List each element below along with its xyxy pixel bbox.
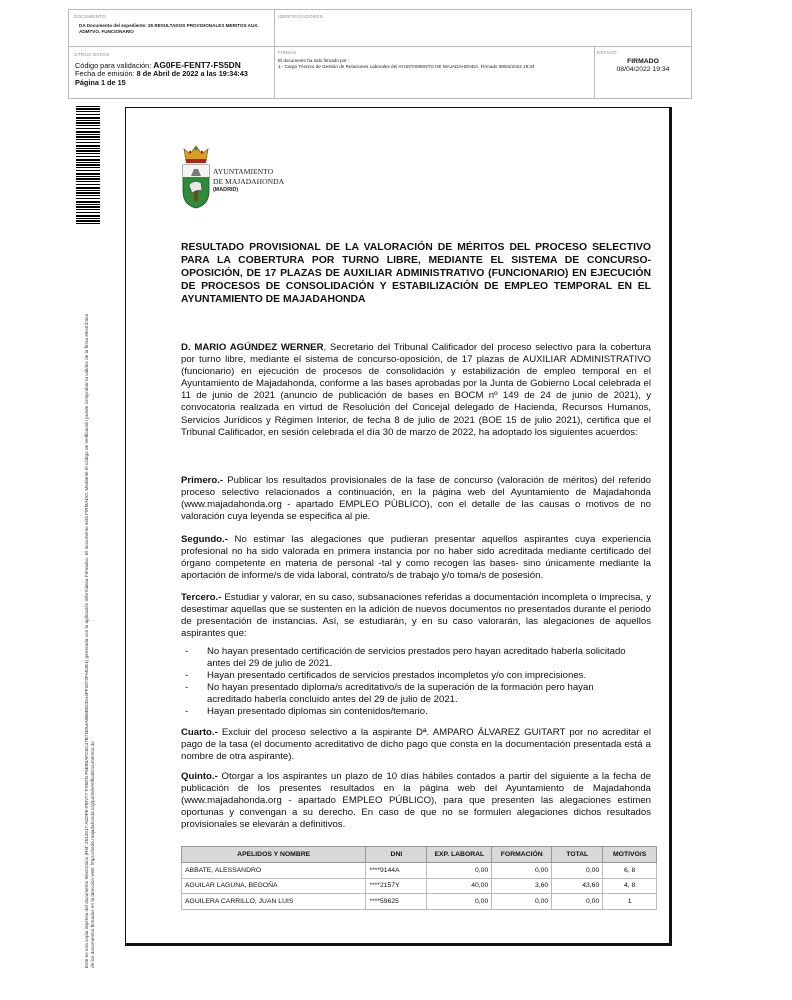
column-header: DNI [366,847,427,863]
table-cell: 0,00 [492,863,552,879]
header-divider-vertical [594,46,595,98]
signature-status [597,58,689,74]
list-item: - No hayan presentado diploma/s acreditativo/s de la superación de la formación pero hayan acreditado haberla concluido antes del 29 de julio de 2021. [181,682,651,706]
primero-text: Publicar los resultados provisionales de la fase de concurso (valoración de méritos) del referido proceso selectivo relacionados a continuación, en la página web del Ayuntamiento de Majadahonda (www.majadahonda.org - apartado EMPLEO PÚBLICO), con el detalle de las causas o motivos de no valoración cuya leyenda se especifica al pie. [181,475,651,523]
column-header: EXP. LABORAL [427,847,492,863]
table-cell: 4, 8 [603,878,657,894]
verification-side-text: Este es una copia impresa del documento electrónico (Ref: 2513017 AG0FE-FENT7-FS5DN F5E88AFC6C47B71E54A5B6EE0DA4FF2972FA52E1) generada con la aplicación informática Firmadoc. El documento está FIRMADO. Mediante el código de verificación puede comprobar la validez de la firma electrónica de los documentos firmados en la dirección web: https://sede.majadahonda.org/portal/verificaDocumentos.do [84,314,96,968]
quinto-text: Otorgar a los aspirantes un plazo de 10 días hábiles contados a partir del siguiente a la fecha de publicación de los presentes resultados en la página web del Ayuntamiento de Majadahonda (www.majadahonda.org - apartado EMPLEO PÚBLICO), para que presenten las alegaciones estimen oportunas y convengan a su derecho. En caso de que no se formulen alegaciones dichos resultados provisionales se elevarán a definitivos. [181,771,651,831]
intro-text: , Secretario del Tribunal Calificador del proceso selectivo para la cobertura por turno libre, mediante el sistema de concurso-oposición, de 17 plazas de AUXILIAR ADMINISTRATIVO (funcionario) en ejecución de procesos de consolidación y estabilización de empleo temporal en el Ayuntamiento de Majadahonda, conforme a las bases aprobadas por la Junta de Gobierno Local celebrada el 11 de junio de 2021 (anuncio de publicación de bases en BOCM nº 149 de 24 de junio de 2021), y convocatoria realizada en virtud de Resolución del Concejal delegado de Hacienda, Recursos Humanos, Servicios Jurídicos y Régimen Interior, de fecha 8 de julio de 2021 (BOE 15 de julio 2021), certifica que el Tribunal Calificador, en sesión celebrada el día 30 de marzo de 2022, ha adoptado los siguientes acuerdos: [181,342,651,438]
table-cell: AGUILAR LAGUNA, BEGOÑA [182,878,366,894]
coat-of-arms-logo [180,143,212,209]
otros-datos-label: OTROS DATOS [74,52,110,57]
tercero-text: Estudiar y valorar, en su caso, subsanaciones referidas a documentación incompleta o imprecisa, y desestimar aquellas que se sustenten en la adición de nuevos documentos no presentados durante el periodo de presentación de instancias. Así, se estudiarán, y en su caso valorarán, las alegaciones de aquellos aspirantes que: [181,592,651,640]
firmas-label: FIRMAS [278,50,297,55]
tercero-label: Tercero.- [181,592,222,603]
list-item: - Hayan presentado diplomas sin contenidos/temario. [181,706,651,718]
table-row [182,894,657,910]
table-cell: 0,00 [427,863,492,879]
identificadores-label: IDENTIFICADORES [278,14,323,19]
table-cell: 1 [603,894,657,910]
cuarto-text: Excluir del proceso selectivo a la aspirante Dª. AMPARO ÁLVAREZ GUITART por no acreditar el pago de la tasa (el documento acreditativo de dicho pago que consta en la documentación presentada está a nombre de otra aspirante). [181,727,651,763]
codigo-label: Código para validación: [75,61,152,70]
list-item: - No hayan presentado certificación de servicios prestados pero hayan acreditado haberla solicitado antes del 29 de julio de 2021. [181,646,651,670]
validation-info [75,61,275,87]
table-cell: 0,00 [552,894,603,910]
fecha-value: 8 de Abril de 2022 a las 19:34:43 [136,69,248,79]
table-header-row [182,847,657,863]
barcode [76,106,100,224]
table-cell: 0,00 [552,863,603,879]
firmas-text: El documento ha sido firmado por : 1.- Cargo Técnico de Gestión de Relaciones Laborales del AYUNTAMIENTO DE MAJADAHONDA. Firmado 08/04/2022 19:34 [278,58,535,69]
estado-date: 08/04/2022 19:34 [616,66,670,73]
table-cell: ****9144A [366,863,427,879]
primero-label: Primero.- [181,475,224,486]
intro-paragraph [181,342,651,439]
document-title: RESULTADO PROVISIONAL DE LA VALORACIÓN DE MÉRITOS DEL PROCESO SELECTIVO PARA LA COBERTURA POR TURNO LIBRE, MEDIANTE EL SISTEMA DE CONCURSO-OPOSICIÓN, DE 17 PLAZAS DE AUXILIAR ADMINISTRATIVO (FUNCIONARIO) EN EJECUCIÓN DE PROCESOS DE CONSOLIDACIÓN Y ESTABILIZACIÓN DE EMPLEO TEMPORAL EN EL AYUNTAMIENTO DE MAJADAHONDA [181,242,651,305]
cuarto-paragraph [181,727,651,763]
estado-value: FIRMADO [627,58,659,65]
table-cell: 6, 8 [603,863,657,879]
codigo-value: AG0FE-FENT7-FS5DN [153,60,241,70]
table-row [182,863,657,879]
column-header: TOTAL [552,847,603,863]
table-cell: 0,00 [492,894,552,910]
cuarto-label: Cuarto.- [181,727,218,738]
documento-text: DA Documento del expediente: 26 RESULTADOS PROVISIONALES MERITOS AUX. ADMTVO. FUNCIONARIO [79,23,259,34]
intro-name: D. MARIO AGÚNDEZ WERNER [181,342,324,353]
table-cell: ABBATE, ALESSANDRO [182,863,366,879]
table-cell: ****59625 [366,894,427,910]
tercero-paragraph [181,592,651,640]
table-cell: AGUILERA CARRILLO, JUAN LUIS [182,894,366,910]
page-number: Página 1 de 15 [75,77,126,87]
table-cell: ****2157Y [366,878,427,894]
table-row [182,878,657,894]
primero-paragraph [181,475,651,523]
segundo-paragraph [181,534,651,582]
table-cell: 43,60 [552,878,603,894]
column-header: MOTIVO/S [603,847,657,863]
table-cell: 0,00 [427,894,492,910]
estado-label: ESTADO [597,50,617,55]
documento-label: DOCUMENTO [74,14,106,19]
column-header: FORMACIÓN [492,847,552,863]
quinto-label: Quinto.- [181,771,218,782]
results-table [181,846,657,910]
document-header [68,9,692,99]
logo-line-2: DE MAJADAHONDA [213,176,285,186]
column-header: APELIDOS Y NOMBRE [182,847,366,863]
segundo-text: No estimar las alegaciones que pudieran presentar aquellos aspirantes cuya experiencia profesional no ha sido valorada en primera instancia por no haber sido acreditada mediante certificado del órgano competente en materia de personal -tal y como recogen las bases- sino únicamente mediante la aportación de informe/s de vida laboral, contrato/s de trabajo y/o toma/s de posesión. [181,534,651,582]
table-cell: 3,60 [492,878,552,894]
organization-name [213,167,284,196]
table-cell: 40,00 [427,878,492,894]
logo-line-3: (MADRID) [213,187,239,193]
logo-line-1: AYUNTAMIENTO [213,167,274,176]
quinto-paragraph [181,771,651,831]
list-item: - Hayan presentado certificados de servicios prestados incompletos y/o con imprecisiones. [181,670,651,682]
tercero-list [181,646,651,719]
segundo-label: Segundo.- [181,534,228,545]
header-divider [69,46,691,47]
fecha-label: Fecha de emisión: [75,69,135,79]
